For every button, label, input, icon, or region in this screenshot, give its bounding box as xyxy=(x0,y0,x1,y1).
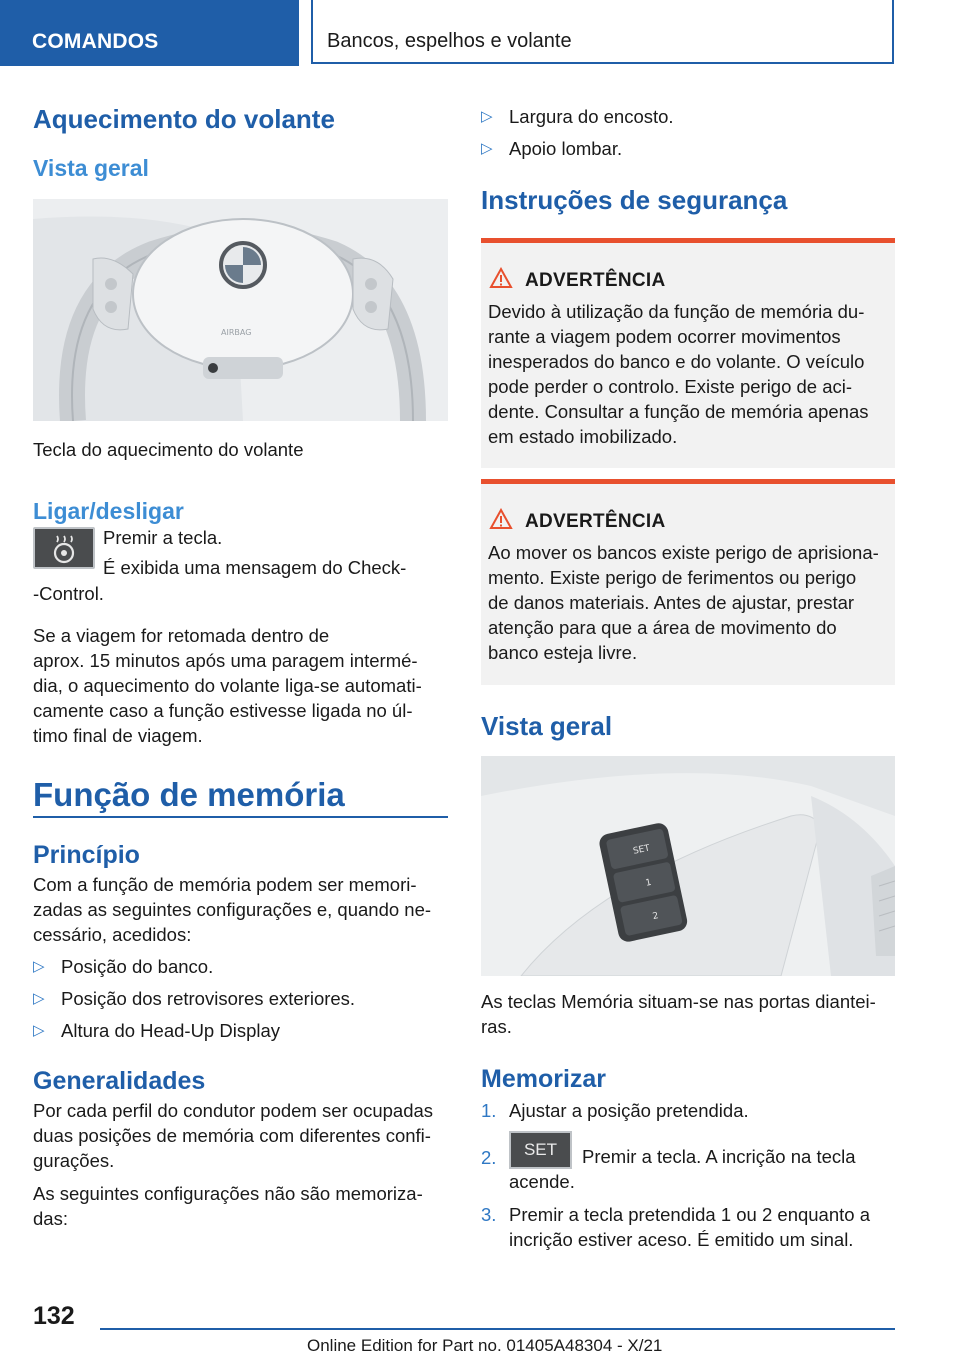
warning-line: banco esteja livre. xyxy=(488,642,638,663)
page-number: 132 xyxy=(33,1302,75,1330)
section-title: COMANDOS xyxy=(32,30,159,53)
step-text: Premir a tecla. A incrição na tecla xyxy=(582,1146,856,1167)
warning-title: ADVERTÊNCIA xyxy=(525,511,666,532)
step-text: Premir a tecla pretendida 1 ou 2 enquanto a xyxy=(509,1204,870,1225)
generalidades-line: gurações. xyxy=(33,1150,115,1171)
warning-line: atenção para que a área de movimento do xyxy=(488,617,837,638)
set-key: SET xyxy=(509,1131,572,1169)
step-item xyxy=(481,1131,895,1194)
warning-line: em estado imobilizado. xyxy=(488,426,678,447)
heading-seguranca: Instruções de segurança xyxy=(481,185,788,215)
heading-ligar-desligar: Ligar/desligar xyxy=(33,498,184,524)
list-item-text: Largura do encosto. xyxy=(509,106,674,127)
step-text: acende. xyxy=(509,1171,575,1192)
para-line: dia, o aquecimento do volante liga-se automati- xyxy=(33,675,422,696)
para-viagem xyxy=(33,623,448,748)
triangle-bullet-icon: ▷ xyxy=(33,1022,45,1039)
section-tab xyxy=(0,0,299,66)
list-item xyxy=(481,136,895,161)
warning-box-2 xyxy=(481,479,895,685)
steering-wheel-image xyxy=(33,199,448,421)
ligar-line2: É exibida uma mensagem do Check- xyxy=(103,557,407,578)
ligar-line1: Premir a tecla. xyxy=(103,527,223,548)
step-number: 2. xyxy=(481,1147,497,1168)
warning-text xyxy=(488,299,888,449)
heated-wheel-icon xyxy=(35,529,93,567)
list-item-text: Posição dos retrovisores exteriores. xyxy=(61,988,356,1009)
caption-line: As teclas Memória situam-se nas portas diantei- xyxy=(481,991,876,1012)
caption-teclas-memoria xyxy=(481,989,895,1039)
caption-line: ras. xyxy=(481,1016,512,1037)
door-memory-keys-image xyxy=(481,756,895,976)
step-item xyxy=(481,1098,895,1123)
footer-edition-text: Online Edition for Part no. 01405A48304 - X/21 xyxy=(307,1336,663,1355)
principio-line: zadas as seguintes configurações e, quando ne- xyxy=(33,899,432,920)
generalidades-line: duas posições de memória com diferentes confi- xyxy=(33,1125,431,1146)
list-item-text: Altura do Head-Up Display xyxy=(61,1020,281,1041)
memory-2-label: 2 xyxy=(651,911,660,923)
generalidades-text2 xyxy=(33,1181,448,1231)
chapter-title: Bancos, espelhos e volante xyxy=(327,30,572,52)
memory-1-label: 1 xyxy=(644,877,653,889)
heading-aquecimento: Aquecimento do volante xyxy=(33,104,335,134)
principio-line: Com a função de memória podem ser memori- xyxy=(33,874,417,895)
heading-generalidades: Generalidades xyxy=(33,1067,206,1095)
heading-vista-geral-2: Vista geral xyxy=(481,711,613,741)
list-item xyxy=(481,104,895,129)
warning-title: ADVERTÊNCIA xyxy=(525,270,666,291)
triangle-bullet-icon: ▷ xyxy=(33,990,45,1007)
funcao-heading-block xyxy=(33,776,448,818)
chapter-tab xyxy=(311,0,894,64)
continued-bullets xyxy=(481,104,895,161)
para-line: timo final de viagem. xyxy=(33,725,203,746)
warning-line: mento. Existe perigo de ferimentos ou perigo xyxy=(488,567,857,588)
door-panel-illustration xyxy=(481,756,895,976)
left-column xyxy=(33,100,448,1231)
warning-line: dente. Consultar a função de memória apenas xyxy=(488,401,869,422)
step-number: 3. xyxy=(481,1204,497,1225)
warning-triangle-icon xyxy=(489,267,513,289)
warning-line: Devido à utilização da função de memória du- xyxy=(488,301,865,322)
heading-memorizar: Memorizar xyxy=(481,1065,607,1093)
principio-line: cessário, acedidos: xyxy=(33,924,192,945)
right-column xyxy=(481,104,895,1252)
step-2-first-line xyxy=(509,1131,895,1169)
warning-triangle-icon xyxy=(489,508,513,530)
generalidades-line: das: xyxy=(33,1208,68,1229)
list-item-text: Posição do banco. xyxy=(61,956,214,977)
step-text: Ajustar a posição pretendida. xyxy=(509,1100,749,1121)
para-line: aprox. 15 minutos após uma paragem intermé- xyxy=(33,650,418,671)
generalidades-line: Por cada perfil do condutor podem ser ocupadas xyxy=(33,1100,434,1121)
heading-principio: Princípio xyxy=(33,841,140,869)
para-line: camente caso a função estivesse ligada no úl- xyxy=(33,700,413,721)
triangle-bullet-icon: ▷ xyxy=(481,140,493,157)
steering-wheel-illustration xyxy=(33,199,448,421)
step-item xyxy=(481,1202,895,1252)
ligar-line3: -Control. xyxy=(33,583,104,604)
heated-wheel-key xyxy=(33,527,95,569)
heading-vista-geral: Vista geral xyxy=(33,155,149,181)
list-item xyxy=(33,954,448,979)
generalidades-text xyxy=(33,1098,448,1173)
set-label: SET xyxy=(632,843,651,857)
generalidades-line: As seguintes configurações não são memoriza- xyxy=(33,1183,423,1204)
warning-line: rante a viagem podem ocorrer movimentos xyxy=(488,326,841,347)
footer-divider xyxy=(100,1328,895,1330)
memorizar-steps xyxy=(481,1098,895,1252)
ligar-block xyxy=(33,527,448,611)
warning-box-1 xyxy=(481,238,895,468)
heading-funcao-memoria: Função de memória xyxy=(33,776,345,813)
step-number: 1. xyxy=(481,1100,497,1121)
step-text: incrição estiver aceso. É emitido um sinal. xyxy=(509,1229,854,1250)
principio-bullets xyxy=(33,954,448,1043)
triangle-bullet-icon: ▷ xyxy=(481,108,493,125)
warning-text xyxy=(488,540,888,665)
list-item xyxy=(33,986,448,1011)
list-item-text: Apoio lombar. xyxy=(509,138,623,159)
warning-line: pode perder o controlo. Existe perigo de aci- xyxy=(488,376,853,397)
para-line: Se a viagem for retomada dentro de xyxy=(33,625,330,646)
list-item xyxy=(33,1018,448,1043)
principio-text xyxy=(33,872,448,947)
warning-line: inesperados do banco e do volante. O veículo xyxy=(488,351,865,372)
airbag-label: AIRBAG xyxy=(221,328,252,337)
warning-line: de danos materiais. Antes de ajustar, prestar xyxy=(488,592,855,613)
warning-line: Ao mover os bancos existe perigo de aprisiona- xyxy=(488,542,879,563)
triangle-bullet-icon: ▷ xyxy=(33,958,45,975)
caption-aquecimento: Tecla do aquecimento do volante xyxy=(33,439,304,460)
